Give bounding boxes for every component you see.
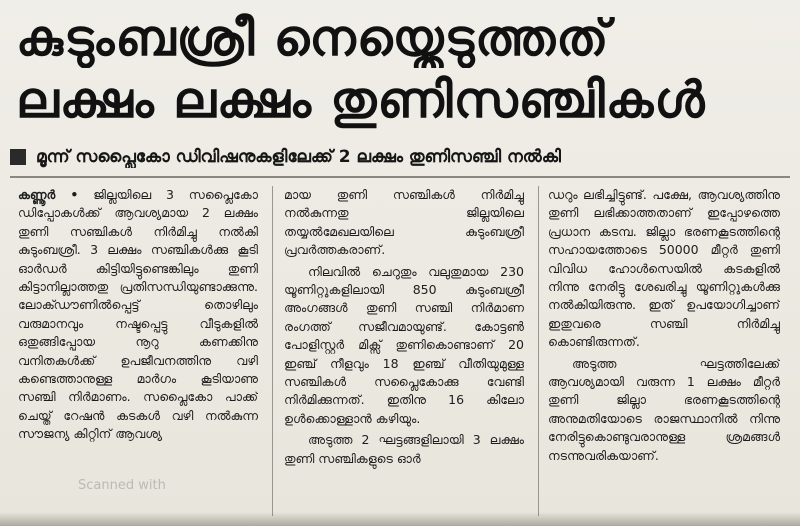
article-column-3 xyxy=(548,186,780,514)
col2-paragraph-1: മായ തുണി സഞ്ചികൾ നിർമിച്ചു നൽകുന്നതു ജില്ലയിലെ തയ്യൽമേഖലയിലെ കുടുംബശ്രീ പ്രവർത്തകരാണ്. xyxy=(284,187,524,258)
square-bullet-icon xyxy=(10,149,26,165)
page-edge-shadow xyxy=(0,512,800,526)
col2-paragraph-2: നിലവിൽ ചെറുതും വലുതുമായ 230 യൂണിറ്റുകളിലായി 850 കുടുംബശ്രീ അംഗങ്ങൾ തുണി സഞ്ചി നിർമാണ രംഗത്ത് സജീവമായുണ്ട്. കോട്ടൺ പോളിസ്റ്റർ മിക്സ് തുണികൊണ്ടാണ് 20 ഇഞ്ച് നീളവും 18 ഇഞ്ച് വീതിയുമുള്ള സഞ്ചികൾ സപ്ലൈകോക്കു വേണ്ടി നിർമിക്കുന്നത്. ഇതിനു 16 കിലോ ഉൾക്കൊള്ളാൻ കഴിയും. xyxy=(284,263,524,426)
col3-paragraph-1: ഡറും ലഭിച്ചിട്ടുണ്ട്. പക്ഷേ, ആവശ്യത്തിനു തുണി ലഭിക്കാത്തതാണ് ഇപ്പോഴത്തെ പ്രധാന കടമ്പ. ജില്ലാ ഭരണകൂടത്തിന്റെ സഹായത്തോടെ 50000 മീറ്റർ തുണി വിവിധ ഹോൾസെയിൽ കടകളിൽ നിന്നു നേരിട്ടു ശേഖരിച്ചു യൂണിറ്റുകൾക്കു നൽകിയിരുന്നു. ഇത് ഉപയോഗിച്ചാണ് ഇതുവരെ സഞ്ചി നിർമിച്ചു കൊണ്ടിരുന്നത്. xyxy=(548,187,780,350)
headline-line-1: കുടുംബശ്രീ നെയ്തെടുത്തത് xyxy=(16,9,610,67)
dateline: കണ്ണൂർ • xyxy=(18,187,79,202)
article-column-2 xyxy=(284,186,524,514)
subheadline xyxy=(10,142,790,172)
column-divider-2 xyxy=(538,186,539,516)
scanner-watermark: Scanned with xyxy=(78,478,166,493)
col1-paragraph-1: ജില്ലയിലെ 3 സപ്ലൈകോ ഡിപ്പോകൾക്ക് ആവശ്യമായ 2 ലക്ഷം തുണി സഞ്ചികൾ നിർമിച്ചു നൽകി കുടുംബശ്രീ. 3 ലക്ഷം സഞ്ചികൾക്കു കൂടി ഓർഡർ കിട്ടിയിട്ടുണ്ടെങ്കിലും തുണി കിട്ടാനില്ലാത്തതു പ്രതിസന്ധിയുണ്ടാക്കുന്നു. ലോക്ഡൗണിൽപ്പെട്ട് തൊഴിലും വരുമാനവും നഷ്ടപ്പെട്ടു വീടുകളിൽ ഒതുങ്ങിപ്പോയ നൂറു കണക്കിനു വനിതകൾക്ക് ഉപജീവനത്തിനു വഴി കണ്ടെത്താനുള്ള മാർഗം കൂടിയാണു സഞ്ചി നിർമാണം. സപ്ലൈകോ പാക്ക് ചെയ്ത് റേഷൻ കടകൾ വഴി നൽകുന്ന സൗജന്യ കിറ്റിന് ആവശ്യ xyxy=(18,187,258,442)
article-column-1 xyxy=(18,186,258,514)
headline-line-2: ലക്ഷം ലക്ഷം തുണിസഞ്ചികൾ xyxy=(16,71,706,129)
column-divider-1 xyxy=(272,186,273,516)
col3-paragraph-2: അടുത്ത ഘട്ടത്തിലേക്ക് ആവശ്യമായി വരുന്ന 1 ലക്ഷം മീറ്റർ തുണി ജില്ലാ ഭരണകൂടത്തിന്റെ അനുമതിയോടെ രാജസ്ഥാനിൽ നിന്നു നേരിട്ടുകൊണ്ടുവരാനുള്ള ശ്രമങ്ങൾ നടന്നുവരികയാണ്. xyxy=(548,355,780,463)
col2-paragraph-3: അടുത്ത 2 ഘട്ടങ്ങളിലായി 3 ലക്ഷം തുണി സഞ്ചികളുടെ ഓർ xyxy=(284,432,524,466)
section-divider xyxy=(10,176,790,178)
subheadline-text: മൂന്ന് സപ്ലൈകോ ഡിവിഷനുകളിലേക്ക് 2 ലക്ഷം തുണിസഞ്ചി നൽകി xyxy=(36,147,561,167)
